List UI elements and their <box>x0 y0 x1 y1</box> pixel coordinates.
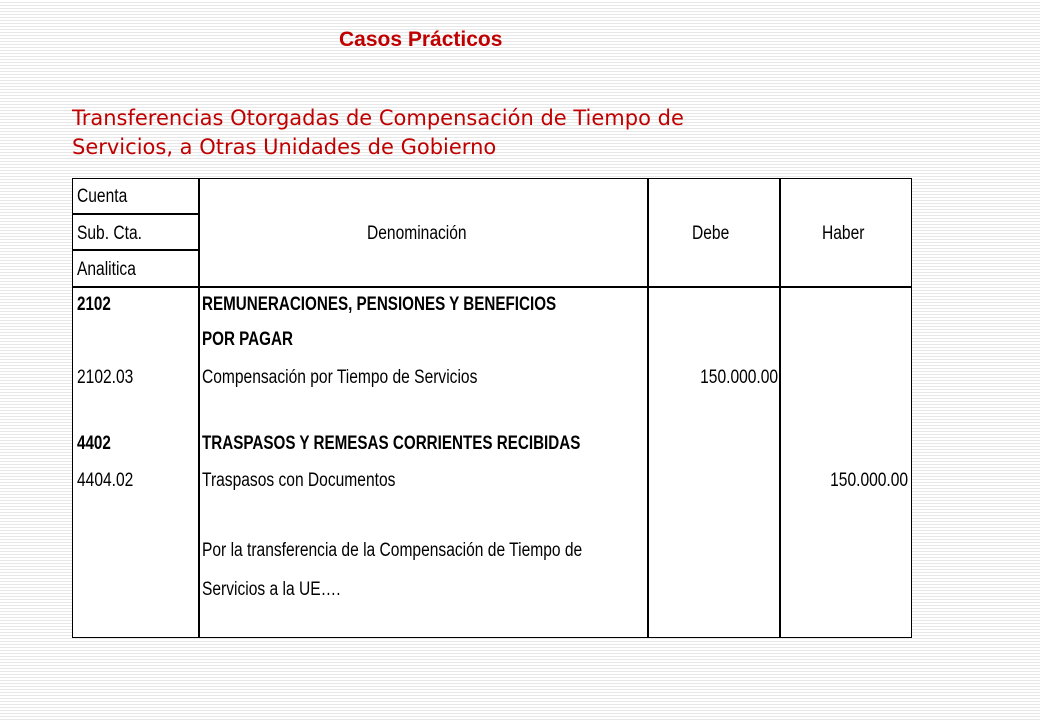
account-description: REMUNERACIONES, PENSIONES Y BENEFICIOS <box>202 294 557 315</box>
entry-gloss-line-2: Servicios a la UE…. <box>202 579 341 600</box>
column-divider <box>647 179 649 637</box>
account-code: 4402 <box>77 433 111 454</box>
header-analitica: Analitica <box>77 259 136 280</box>
account-description: TRASPASOS Y REMESAS CORRIENTES RECIBIDAS <box>202 433 581 454</box>
header-cuenta: Cuenta <box>77 186 128 207</box>
subaccount-code: 2102.03 <box>77 367 134 388</box>
account-code: 2102 <box>77 294 111 315</box>
haber-amount: 150.000.00 <box>830 470 908 491</box>
header-bottom-rule <box>73 286 911 288</box>
header-divider <box>73 249 198 251</box>
slide-subtitle <box>72 104 912 162</box>
column-divider <box>779 179 781 637</box>
subtitle-line-1: Transferencias Otorgadas de Compensación de Tiempo de <box>72 106 684 130</box>
subaccount-description: Compensación por Tiempo de Servicios <box>202 367 478 388</box>
header-haber: Haber <box>822 223 865 244</box>
header-denominacion: Denominación <box>367 223 467 244</box>
subaccount-code: 4404.02 <box>77 470 134 491</box>
entry-gloss-line-1: Por la transferencia de la Compensación de Tiempo de <box>202 540 583 561</box>
subtitle-line-2: Servicios, a Otras Unidades de Gobierno <box>72 135 497 159</box>
column-divider <box>198 179 200 637</box>
subaccount-description: Traspasos con Documentos <box>202 470 396 491</box>
header-debe: Debe <box>692 223 730 244</box>
slide-title: Casos Prácticos <box>339 28 503 51</box>
header-divider <box>73 213 198 215</box>
debe-amount: 150.000.00 <box>700 367 778 388</box>
header-sub-cta: Sub. Cta. <box>77 223 142 244</box>
accounting-entry-table <box>72 178 912 638</box>
account-description: POR PAGAR <box>202 329 293 350</box>
